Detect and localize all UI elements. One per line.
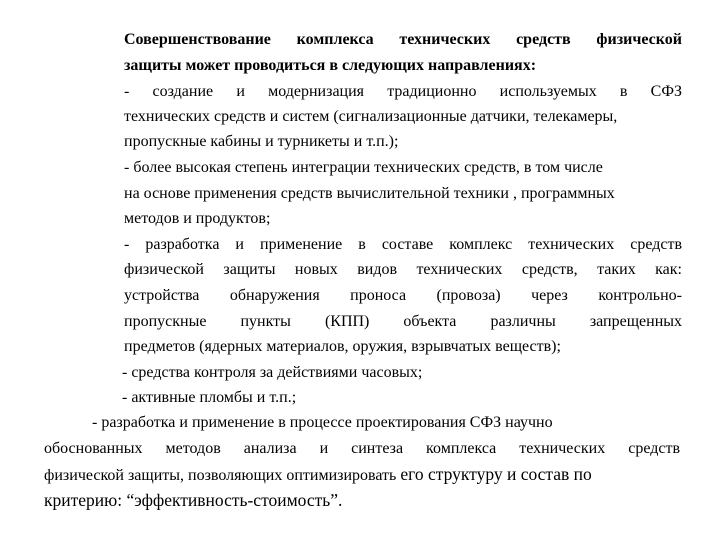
- body-line-8: физической защиты новых видов технических средств, таких как:: [124, 261, 682, 278]
- body-line-7: - разработка и применение в составе комплекс технических средств: [124, 236, 682, 253]
- heading-line-1: Совершенствование комплекса технических средств физической: [124, 31, 682, 48]
- body-line-16: [44, 465, 592, 483]
- body-line-10: пропускные пункты (КПП) объекта различны запрещенных: [124, 313, 682, 330]
- body-line-12: - средства контроля за действиями часовых;: [122, 364, 423, 381]
- body-line-1: - создание и модернизация традиционно используемых в СФЗ: [124, 83, 682, 100]
- body-line-16-start: физической защиты, позволяющих оптимизировать: [44, 467, 397, 484]
- body-line-3: пропускные кабины и турникеты и т.п.);: [124, 133, 399, 150]
- body-line-17: критерию: “эффективность-стоимость”.: [44, 490, 343, 510]
- body-line-2: технических средств и систем (сигнализационные датчики, телекамеры,: [124, 108, 618, 125]
- body-line-4: - более высокая степень интеграции технических средств, в том числе: [124, 159, 603, 176]
- body-line-5: на основе применения средств вычислительной техники , программных: [124, 185, 615, 202]
- body-line-15: обоснованных методов анализа и синтеза комплекса технических средств: [44, 440, 680, 457]
- body-line-11: предметов (ядерных материалов, оружия, взрывчатых веществ);: [124, 338, 561, 355]
- body-line-13: - активные пломбы и т.п.;: [122, 389, 297, 406]
- body-line-6: методов и продуктов;: [124, 210, 271, 227]
- body-line-9: устройства обнаружения проноса (провоза) через контрольно-: [124, 287, 682, 304]
- heading-line-2: защиты может проводиться в следующих направлениях:: [124, 57, 537, 74]
- body-line-16-end: его структуру и состав по: [400, 464, 592, 484]
- body-line-14: - разработка и применение в процессе проектирования СФЗ научно: [92, 414, 553, 431]
